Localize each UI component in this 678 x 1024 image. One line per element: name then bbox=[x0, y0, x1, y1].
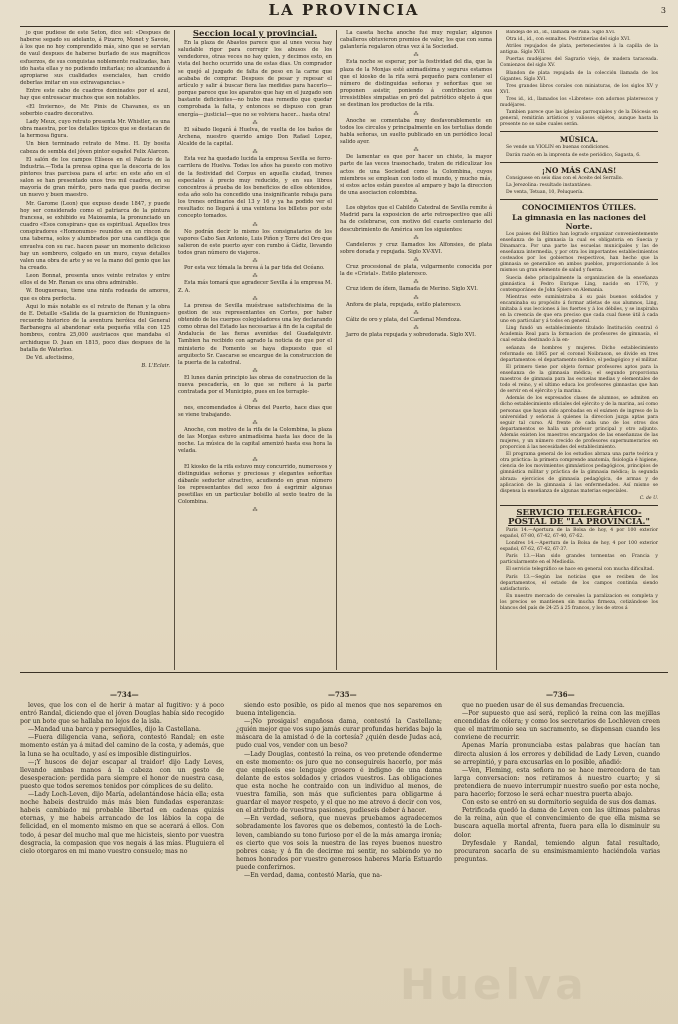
article-signature: C. de U. bbox=[639, 495, 658, 501]
column-3 bbox=[340, 30, 492, 670]
paragraph: Se vende un VIOLIN en buenas condiciones. bbox=[506, 145, 610, 151]
paragraph: Cruz procesional de plata, vulgarmente conocida por la de «Cristal». Estilo plateresco. bbox=[340, 264, 492, 278]
paragraph: Aqui lo más notable es el retrato de Renan y la obra de E. Detaille «Salida de la guarnicion de Huninguen» recuerdo historico de la aventura heróica del General Barbanegra al abandonar esta pequeña villa con 125 hombres, contra 25,000 austriacos que mandaba el archiduque D. Juan en 1815, poco dias despues de la batalla de Waterloo. bbox=[20, 303, 170, 353]
paragraph: De Vd. afectisimo, bbox=[26, 354, 74, 361]
paragraph: Consiguese en seis dias con el Aceite del Serrallo. bbox=[506, 175, 623, 181]
local-news-continued bbox=[340, 30, 492, 339]
column-4 bbox=[500, 30, 658, 670]
ad-musica bbox=[500, 145, 658, 158]
paragraph: Cáliz de oro y plata, del Cardenal Mendoza. bbox=[346, 316, 462, 323]
paragraph: Un bien terminado retrato de Mme. H. Dy bosita cabeza de sembla del jóven pintor español Felix Alarcon. bbox=[20, 141, 170, 155]
paragraph: No podrán decir lo mismo los consignatarios de los vapores Cabo San Antonio, Luis Piñon y Torre del Oro que salieron de este puerto ayer con rumbo á Cádiz, llevando todos gran número de viajeros. bbox=[178, 228, 332, 257]
paragraph: Dryfesdale y Randal, temiendo algun fatal resultado, procuraron sacarla de su ensimismamiento haciéndola varias preguntas. bbox=[454, 839, 660, 863]
paragraph: En la plaza de Abastos parece que al unes vecea hay saludable rigor para corregir los abusos de los vendedores, otras veces no hay quien, y decimos esto, en vista del hecho ocurrido una de estas dias. Un comprador se quejó al juzgado de falta de peso en la carne que acababa de comprar. Despues de pesar y repesar el artículo y salir á buscar fiera las medidas para hacerlo—porque parece que los aparatos que hay en el juzgado son bastante deficientes—no hubo mas remedio que quedar comprobada la falta, y entonces se dispuso con gran energía—¡justiciaI—que no se volviera hacer... hasta otra! bbox=[178, 40, 332, 118]
paragraph: París 13.—Han sido grandes tormentas en Francia y particularmente en el Mediodía. bbox=[500, 554, 658, 566]
paragraph: siendo esto posible, os pido al menos que nos separemos en buena inteligencia. bbox=[236, 702, 442, 718]
paragraph: —En verdad, dama, contestó María, que na- bbox=[244, 871, 383, 879]
archive-watermark: Huelva bbox=[400, 960, 588, 1009]
paragraph: Anfora de plata, repujada, estilo plateresco. bbox=[346, 301, 462, 308]
dinkus-separator: ⁂ bbox=[413, 52, 419, 59]
paragraph: París 14.—Apertura de la Bolsa de hoy, 4 por 100 exterior español, 67·80, 67·42, 67·40, 67·62. bbox=[500, 527, 658, 539]
newspaper-title: LA PROVINCIA bbox=[268, 1, 420, 19]
article-signature: B. L'Eclair. bbox=[141, 363, 170, 370]
dinkus-separator: ⁂ bbox=[413, 198, 419, 205]
paragraph: W. Bouguereau, tiene una ninfa rodeada de amores, que es obra perfecta. bbox=[20, 288, 170, 302]
divider bbox=[500, 505, 658, 506]
paragraph: La prensa de Sevilla muéstrase satisfechisima de la gestion de sus representantes en Cortes, por haber obtenido de los cuerpos colegisladores una ley declarando como obras del Estado las necesarias á fin de la capital de Andalucía de las fieras avenidas del Guadalquivir. Tambien ha recibido con agrado la noticia de que por el ministerio de Fomento se haya dispuesto que el arquitecto Sr. Cascarse se encargue de la construccion de la puerta de la catedral. bbox=[178, 302, 332, 366]
paragraph: nes, encomendados á Obras del Puerto, hace dias que se viene trabajando. bbox=[178, 404, 332, 418]
paragraph: La caseta hecha anoche fué muy regular; algunos caballeros obtuvieron premios de valor, los que con suma galantería regalaron otras vez á la Sociedad. bbox=[340, 30, 492, 51]
ad-canas bbox=[500, 176, 658, 196]
paragraph: Tambien parece que las iglesias parroquiales y de la Diócesis en general, remitirán artísticos y valiosos objetos, aunque hasta la presente no se sabe cuales serán. bbox=[500, 110, 658, 128]
folletin-page-number: —735— bbox=[328, 690, 357, 699]
dinkus-separator: ⁂ bbox=[413, 324, 419, 331]
paragraph: Candeleros y cruz llamados los Alfonsies, de plata sobre dorada y repujada. Siglo XV-XVI. bbox=[340, 241, 492, 255]
dinkus-separator: ⁂ bbox=[413, 147, 419, 154]
paragraph: El kiosko de la rifa estuvo muy concurrido, numerosos y distinguidas señoras y preciosas y elegantes señoritas dábanle seductor atractivo, acudiendo en gran número los representantes del sexo feo á esgrimir algunas pesetillas en un particular bolsillo al sexto teatro de la Colombina. bbox=[178, 463, 332, 506]
dinkus-separator: ⁂ bbox=[413, 110, 419, 117]
paragraph: Ling fundó un establecimiento titulado Institución central ó Academia Real para la formacion de profesores de gimnasia, el cual estaba destinado á la en- bbox=[500, 326, 658, 344]
paragraph: Suecia debe principalmente la organizacion de la enseñanza gimnástica á Pedro Enrique Ling, nacido en 1776, y contemporáneo de John Spiers en Alemania. bbox=[500, 275, 658, 293]
paragraph: Tres id., id., llamados los «Libretes» con adornos platerescos y mudéjares. bbox=[500, 96, 658, 109]
paragraph: Por esta vez tómala la breva á la par tida del Océano. bbox=[184, 265, 325, 272]
paragraph: De lamentar es que por hacer un chiste, la mayor parte de las veces trasnochado, traten de ridiculizar los actos de una Sociedad como la Colombina, cuyos miembros se emplean con todo el mundo, y mucho más, si estos actos están puestos al amparo y bajo la direccion de una asociacion colombina. bbox=[340, 154, 492, 196]
paragraph: jo que pudiese de este Seton, dice sel: «Despues de haberse segado su adelanto, á Pizarro, Monet y Savoie, á los que no hoy comprendido más, sino que se servian de vaul despues de haberse burlado de sus magníficos esfuerzos, de sus conquistas noblemente realizadas, han ido hasta ellas y no pudiendo imitarlas; no alcanzando á apropiarse sus cualidades esenciales, han creido deberlas imitar en sus extravagancias.» bbox=[20, 30, 170, 87]
paragraph: Jarro de plata repujada y sobredorada. Siglo XVI. bbox=[346, 331, 476, 338]
paragraph: Esta más tomará que agradecer Sevilla á la empresa M. Z. A. bbox=[178, 280, 332, 294]
dinkus-separator: ⁂ bbox=[252, 221, 258, 228]
dinkus-separator: ⁂ bbox=[252, 368, 258, 375]
column-rule bbox=[174, 30, 175, 670]
paragraph: «El Invierno», de Mr. Pinis de Chavanes, es un soberbio cuadro decorativo. bbox=[20, 103, 170, 117]
dinkus-separator: ⁂ bbox=[252, 119, 258, 126]
dinkus-separator: ⁂ bbox=[252, 149, 258, 156]
folletin-page-number: —734— bbox=[110, 690, 139, 699]
section-heading-utiles: CONOCIMIENTOS ÚTILES. bbox=[521, 202, 637, 212]
column-1 bbox=[20, 30, 170, 670]
paragraph: El salón de los campos Elíseos en el Palacio de la Industria.—Toda la prensa opina que la descoria de los pintores tras parcisoa para el arte: en este año en el salon se han presentado unos tres mil cuadros, en su mayoría de gran mérito, pero nada que pueda decirse un nuevo y buen maestro. bbox=[20, 156, 170, 199]
paragraph: —¡No prosigais! engañosa dama, contestó la Castellana; ¿quién mejor que vos supo jamás curar profundas heridas bajo la máscara de la amistad ó de la cortesía? ¿quién desde Judas acá, pudo cual vos, vender con un beso? bbox=[236, 718, 442, 750]
paragraph: La Jerezolina: resultado instantáneo. bbox=[506, 182, 592, 188]
column-rule bbox=[336, 30, 337, 670]
paragraph: Cruz idem de ídem, llamada de Merino. Siglo XVI. bbox=[346, 286, 478, 293]
dinkus-separator: ⁂ bbox=[252, 397, 258, 404]
paragraph: En nuestro mercado de cereales la paralizacion es completa y los precios se mantienen sin mucha firmeza, cotizándose los blancos del país de 24·25 á 25 francos, y los de otros á bbox=[500, 593, 658, 612]
dinkus-separator: ⁂ bbox=[413, 309, 419, 316]
dinkus-separator: ⁂ bbox=[252, 273, 258, 280]
paragraph: Mr. Garome (Leon) que expuso desde 1847, y puede hoy ser considerado como el patriarca de la pintura francesa, se exhibido su Maizeamia, la pronunciado un cuadro «Esos conspiran» que es espiritual. Aquellos tres conspiradores «Homonumo» reunidos en un rincon de una taberna, solos y alumbrados por una candileja que envuelva con su rac. hacen pasar un momento delicioso hay un sombrero, colgado en un muro, cuyas detalles valen una obra de arte y se ve la mano del genio que las ha creado. bbox=[20, 200, 170, 271]
article-gimnasia bbox=[500, 232, 658, 345]
paragraph: Con esto se entró en su dormitorio seguida de sus dos damas. bbox=[462, 799, 657, 807]
paragraph: Petrificada quedó la dama de Leven con las últimas palabras de la reina, aún que el convencimiento de que ella misma se buscara aquella mortal afrenta, fuera para ella lo disminuir su dolor. bbox=[454, 807, 660, 839]
folletin-column-1 bbox=[20, 702, 224, 1020]
paragraph: Anoche se comentaba muy desfavorablemente en todos los circulos y principalmente en los tertulias donde habla señoras, un suelto publicado en un periódico local salido ayer. bbox=[340, 117, 492, 146]
dinkus-separator: ⁂ bbox=[252, 258, 258, 265]
paragraph: —Ven, Fleming, esta señora no se hace merecedora de tan larga conversacion: nos retiramos á nuestro cuarto; y si pretendiera de nuevo interrumpir nuestro sueño por esta noche, para hacerlo; forzoso le será echar nuestra puerta abajo. bbox=[454, 766, 660, 799]
paragraph: —En verdad, señora, que nuevas pruebamos agradecemos sobradamente los favores que os debemos, contestó la de Loch-leven, cambiando su tono furioso por el de la más amarga ironía; es cierto que vos sois la nuestra de las reyes buenos nuestro pobres casa; y á fin de decirme mi sentir, no sabiendo yo no hemos honrados por vuestro generosos haberes María Estuardo puede conferirnos. bbox=[236, 815, 442, 871]
paragraph: Londres 14.—Apertura de la Bolsa de hoy, 4 por 100 exterior español, 67·62, 67·42, 67·37. bbox=[500, 541, 658, 553]
ad-heading-musica: MÚSICA. bbox=[559, 135, 599, 145]
column-rule bbox=[496, 30, 497, 670]
dinkus-separator: ⁂ bbox=[413, 234, 419, 241]
paragraph: El sábado llegará á Huelva, de vuelta de los baños de Archena, nuestro querido amigo Don Rafael Lopez, Alcalde de la capital. bbox=[178, 126, 332, 148]
paragraph: —¡Y huscos de dejar escapar al traidor! dijo Lady Leves, llevando ambas manos á la cabeza con un gesto de desesperacion: perdida para siempre el honor de nuestra casa, puesto que todos seremos tenidos por cómplices de su delito. bbox=[20, 758, 224, 790]
paragraph: Bandeja de id., id., llamada de Palla. Siglo XVI. bbox=[506, 30, 616, 35]
paragraph: Esta vez ha quedado lucida la empresa Sevilla se ferro-carrilera de Huelva. Todas los años ha puesto con motivo de la festividad del Corpus en aquella ciudad, trenes especiales á precio muy reducido, y en sus libres concentros á prueba de los beneficios de ellos obtenidos, esta año solo ha concedido una insignificante rebaja para los trenes ordinarios del 13 y 16 y ya ha podido ver el resultado: no llegará á una veintena los billetes por este concepto tomados. bbox=[178, 156, 332, 220]
paragraph: París 13.—Según las noticias que se reciben de los departamentos, el estado de los campos continúa siendo satisfactorio. bbox=[500, 574, 658, 592]
local-news bbox=[178, 40, 332, 513]
gimnasia-continued-and-telegraph bbox=[500, 346, 658, 613]
article-heading-gimnasia: La gimnasia en las naciones del Norte. bbox=[512, 212, 646, 231]
paragraph: Darán razón en la imprenta de este periódico, Sagasta, 6. bbox=[506, 152, 641, 158]
page-number: 3 bbox=[660, 6, 666, 15]
paragraph: Lady Meux, cuyo retrato presenta Mr. Whistler, es una obra maestra, por los detalles tipicos que se destacan de la hermosa figura. bbox=[20, 118, 170, 140]
paragraph: —Fuera diligencia vana, señora, contestó Randal; en este momento están ya á mitad del camino de la costa, y además, que la luna se ha ocultado, y así es imposible distinguirlos. bbox=[20, 734, 224, 758]
divider bbox=[500, 162, 658, 163]
paragraph: —Por supuesto que así será, replicó la reina con las mejillas encendidas de cólera; y como los secretarios de Lochleven creen que el matrimonio sea un sacramento, se dispensan cuando les conviene de recurrir. bbox=[454, 710, 660, 742]
exposition-list bbox=[500, 30, 658, 128]
dinkus-separator: ⁂ bbox=[252, 419, 258, 426]
dinkus-separator: ⁂ bbox=[413, 279, 419, 286]
paragraph: El programa general de los estudios abraza una parte teórica y otra práctica: la primera comprende anatomía, fisiología é higiene, ciencia de los movimientos gimnásticos pedagógicos, principios de gimnástica militar y práctica de la gimnasia médica; la segunda abraza: ejercicios de gimnasia pedagógica, de armas y de aplicacion de la gimnasia á las enfermedades. Así mismo se dispensa la enseñanza de algunas materias especiales. bbox=[500, 452, 658, 494]
divider bbox=[500, 199, 658, 200]
paragraph: El servicio telegráfico se hace en general con mucha dificultad. bbox=[506, 567, 654, 573]
masthead bbox=[20, 0, 668, 27]
paragraph: De venta, Tetuan, 10, Peluquería. bbox=[506, 189, 584, 195]
divider bbox=[500, 131, 658, 132]
paragraph: Leon Bonnat, presenta unos veinte retratos y entre ellos el de Mr. Renan es una obra admirable. bbox=[20, 273, 170, 287]
folletin-page-number: —736— bbox=[546, 690, 575, 699]
folletin-separator bbox=[20, 672, 668, 673]
column-2 bbox=[178, 30, 332, 670]
article-paris-salon bbox=[20, 30, 170, 362]
paragraph: que no pueden usar de él sus demandas frecuencia. bbox=[462, 702, 625, 709]
dinkus-separator: ⁂ bbox=[252, 456, 258, 463]
dinkus-separator: ⁂ bbox=[252, 295, 258, 302]
dinkus-separator: ⁂ bbox=[413, 294, 419, 301]
paragraph: Los paises del Báltico han logrado organizar convenientemente enseñanza de la gimnasia la cual es obligatoria en Suecia y Dinamarca. Por una parte las escuelas municipales y las de enseñanza intermedia, y por otra los importantes establecimientos costeados por los gobiernos respectivos, han hecho que la gimnasia se generalice en ambos pueblos, proporcionando á los mismos un gran elemento de salud y fuerza. bbox=[500, 231, 658, 274]
paragraph: señanza de hombres y mujeres. Dicho establecimiento reformado en 1865 por el coronel Noibrason, se divide en tres departamentos: el departamento médico, el pedagógico y el militar. bbox=[500, 345, 658, 363]
paragraph: El lunes darán principio las obras de construccion de la nueva pescadería, en lo que se refiere á la parte contratada por el Municipio, pues en los terraple- bbox=[178, 375, 332, 396]
paragraph: —Mandad una barca y perseguidles, dijo la Castellana. bbox=[28, 726, 201, 734]
paragraph: —Lady Loch-Leven, dijo María, adelantándose hácia ella; esta noche habeis destruido más más bien fundadas esperanzas: habeis cambiado mi probable libertad en cadenas quizás eternas, y me habeis arrancado de los lábios la copa de felicidad, en el momento mismo en que se acerará á ellos. Con todo, á pesar del mucho mal que me hicisteis, siento por vuestra desgracia, la compasion que vos negais á las mías. Pluguiera el cielo otorgaros en mi mano vuestro consuelo; mas no bbox=[20, 791, 224, 855]
paragraph: Otra id., id., con esmaltes. Postrimerías del siglo XVI. bbox=[506, 37, 631, 43]
paragraph: Apenas María pronunciaba estas palabras que hacían tan directa alusion á los errores y debilidad de Lady Leven, cuando se arrepintió, y para excusarlas en lo posible, añadió: bbox=[454, 742, 660, 766]
paragraph: Entre este cabo de cuadros dominados por el azul, hay que entresacar muchos que son notables. bbox=[20, 88, 170, 102]
paragraph: Atriles repujados de plata, pertenecientes á la capilla de la antigua. Siglo XVII. bbox=[500, 44, 658, 56]
paragraph: Tres grandes libros corales con miniaturas, de los siglos XV y XVI. bbox=[500, 83, 658, 95]
paragraph: Anoche, con motivo de la rifa de la Colombina, la plaza de las Monjas estuvo animadísima hasta las doce de la noche. La música de la capital amenizó hasta esa hora la velada. bbox=[178, 426, 332, 455]
paragraph: El primero tiene por objeto formar profesores aptos para la enseñanza de la gimnasia médica; el segundo proporciona maestros de gimnasia para las escuelas medias y elementales de todo el reino, y el ultimo educa los profesores gimnastas que han de servir en el ejército y la marina. bbox=[500, 364, 658, 395]
paragraph: Esta noche se esperar, por la festividad del dia, que la plaza de la Monjas esté animadísima y segurus estamos que el kiosko de la rifa será pequeño para contener el número de distinguidas señoras y señoritas que se proponen asistir, poniendo á contribucion sus irresistibles simpatias en pró del patriótico objeto á que se destinan los productos de la rifa. bbox=[340, 59, 492, 109]
dinkus-separator: ⁂ bbox=[252, 507, 258, 514]
paragraph: Además de los expresados clases de alumnos, se admiten en dicho establecimiento oficiales del ejército y de la marina, así como personas que hayan sido aprobadas en el exámen de ingreso de la universidad y señoras á quienes la direccion juzga aptas para seguir tal curso. Al frente de cada uno de los otros dos departamentos se halla un profesor principal y otro adjunto. Además existen los maestros encargados de las enseñanzas de las mujeres, y un número crecido de profesores supernumerarios en proporcion á las necesidades del establecimiento. bbox=[500, 396, 658, 451]
section-heading-telegrafico: SERVICIO TELEGRÁFICO-POSTAL DE "LA PROVINCIA." bbox=[508, 507, 650, 527]
paragraph: Blandon de plata repujada de la colección llamada de los Gigantes. Siglo XVI. bbox=[500, 70, 658, 82]
paragraph: Puertas mudéjares del Sagrario viejo, de madera taraceada. Comienzos del siglo XV. bbox=[500, 57, 658, 69]
dinkus-separator: ⁂ bbox=[413, 257, 419, 264]
section-heading-local: Seccion local y provincial. bbox=[192, 30, 318, 39]
paragraph: —Lady Douglas, contestó la reina, os veo pretende ofenderme en este momento: os juro que no conseguireis hacerlo, por más que empleeis ese lenguaje grosero é indigno de una dama delante de estos soldados y criados vuestros. Las obligaciones que esta noche he contraido con un individuo al menos, de vuestra familia, son más que suficientes para obligarme á guardar el mayor respeto, y el que no me atrevo á decir con vos, en el atributo de vuestras pasiones, pudieseis deber á hacer. bbox=[236, 750, 442, 815]
paragraph: Los objetos que el Cabildo Catedral de Sevilla remite á Madrid para la exposicion de arte retrospectivo que allí ha de celebrarse, con motivo del cuarto centenario del descubrimiento de América son los siguientes: bbox=[340, 205, 492, 233]
paragraph: Mientras este suministraba á su pais buenos soldados y encaminaba su propósito á formar atletas de sus alumnos, Ling, imitaba á sus lecciones á los fuertes y á los débiles, y se inspiraba en la creencia de que era preciso que cada cual fuese útil á cada uno en particular y á todos en general. bbox=[500, 294, 658, 325]
ad-heading-canas: ¡NO MÁS CANAS! bbox=[541, 165, 617, 175]
paragraph: leves, que los con el de herir á matar al fugitivo: y á poco entró Randal, diciendo que el jóven Douglas había sido recogido por un bote que se hallaba no lejos de la isla. bbox=[20, 702, 224, 726]
